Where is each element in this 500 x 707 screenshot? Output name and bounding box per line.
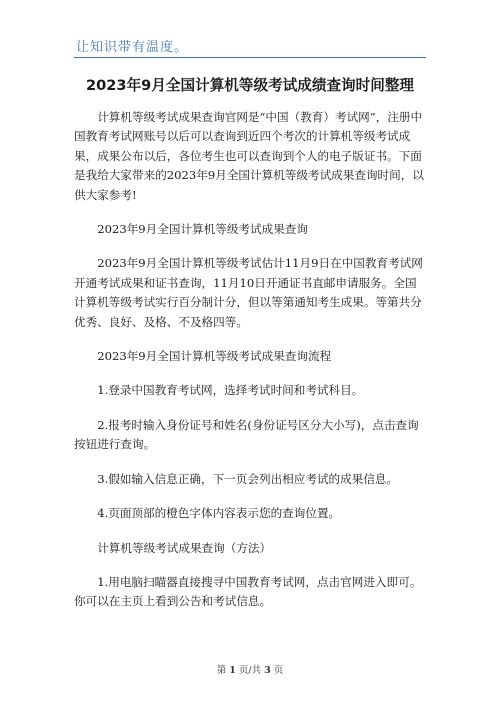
page-footer xyxy=(0,662,500,676)
document-title: 2023年9月全国计算机等级考试成绩查询时间整理 xyxy=(85,77,415,94)
process-step-1: 1.登录中国教育考试网，选择考试时间和考试科目。 xyxy=(97,383,364,398)
paragraph-intro: 计算机等级考试成果查询官网是“中国（教育）考试网”，注册中国教育考试网账号以后可以查询到近四个考次的计算机等级考试成果，成果公布以后，各位考生也可以查询到个人的电子版证书。下面是我给大家带来的2023年9月全国计算机等级考试成果查询时间，以供大家参考! xyxy=(74,110,424,202)
footer-prefix: 第 xyxy=(216,665,227,676)
section-heading-method: 计算机等级考试成果查询（方法） xyxy=(97,540,272,555)
paragraph-query-time: 2023年9月全国计算机等级考试估计11月9日在中国教育考试网开通考试成果和证书查询，11月10日开通证书直邮申请服务。全国计算机等级考试实行百分制计分，但以等第通知考生成果。等第共分优秀、良好、及格、不及格四等。 xyxy=(74,256,423,329)
header-divider xyxy=(74,57,426,58)
footer-total-pages: 3 xyxy=(264,665,271,676)
process-step-4: 4.页面顶部的橙色字体内容表示您的查询位置。 xyxy=(97,506,341,521)
method-step-1: 1.用电脑扫瞄器直接搜寻中国教育考试网，点击官网进入即可。你可以在主页上看到公告和考试信息。 xyxy=(74,574,422,609)
footer-current-page: 1 xyxy=(229,665,236,676)
process-step-2: 2.报考时输入身份证号和姓名(身份证号区分大小写)，点击查询按钮进行查询。 xyxy=(74,417,419,452)
footer-suffix: 页 xyxy=(273,665,284,676)
footer-middle: 页/共 xyxy=(238,665,262,676)
process-step-3: 3.假如输入信息正确，下一页会列出相应考试的成果信息。 xyxy=(97,471,399,486)
section-heading-query: 2023年9月全国计算机等级考试成果查询 xyxy=(97,222,308,237)
header-slogan: 让知识带有温度。 xyxy=(76,40,189,55)
document-body xyxy=(74,108,426,612)
page-header xyxy=(0,0,500,62)
section-heading-process: 2023年9月全国计算机等级考试成果查询流程 xyxy=(97,349,332,364)
